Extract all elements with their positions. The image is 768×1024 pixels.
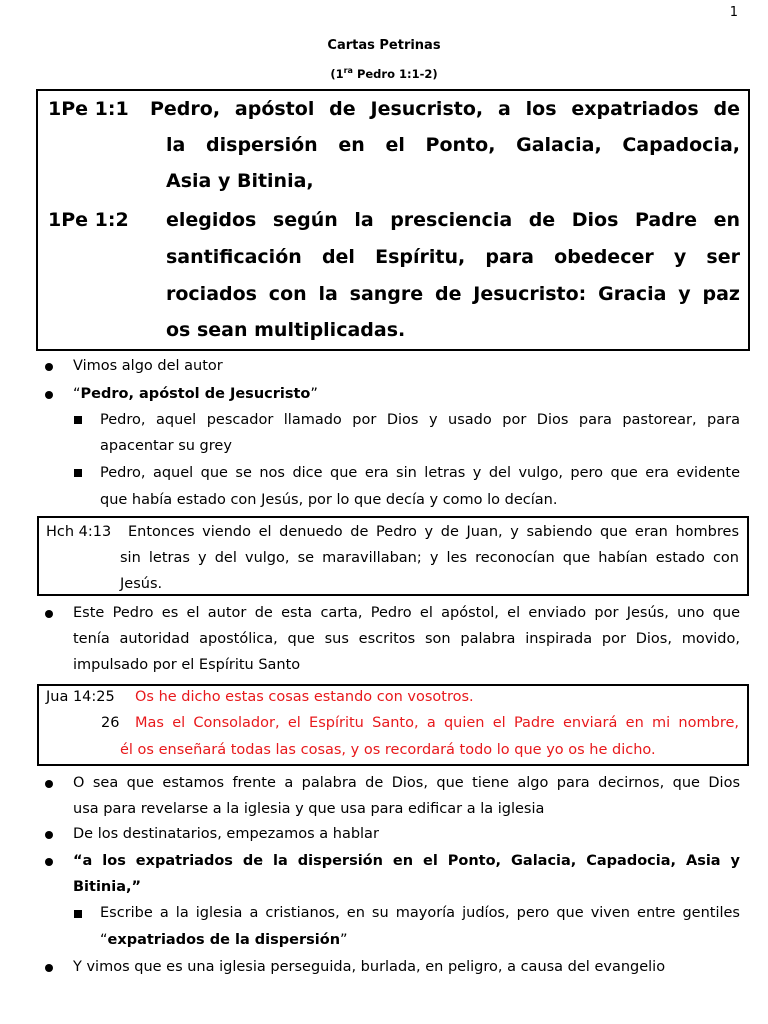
open-quote: “	[100, 932, 108, 948]
list-item-line: Bitinia,”	[73, 879, 142, 895]
list-item-line: Este Pedro es el autor de esta carta, Pedro el apóstol, el enviado por Jesús, uno que	[73, 605, 740, 621]
bullet-icon	[45, 363, 53, 371]
list-item-line: O sea que estamos frente a palabra de Dios, que tiene algo para decirnos, que Dios	[73, 775, 740, 791]
close-quote: ”	[340, 932, 348, 948]
sub-list-item-line: Pedro, aquel que se nos dice que era sin letras y del vulgo, pero que era evidente	[100, 465, 740, 481]
square-bullet-icon	[74, 910, 82, 918]
verse-ref: 1Pe 1:1	[48, 98, 129, 120]
sub-list-item-line	[100, 927, 348, 954]
square-bullet-icon	[74, 469, 82, 477]
document-title: Cartas Petrinas	[327, 38, 441, 53]
subtitle-pre: (1	[330, 66, 344, 81]
sub-list-item-line: apacentar su grey	[100, 438, 232, 454]
open-quote: “	[73, 386, 81, 402]
emphasis: expatriados de la dispersión	[107, 932, 341, 948]
verse-line: Pedro, apóstol de Jesucristo, a los expatriados de	[150, 98, 740, 120]
quote-ref: Hch 4:13	[46, 524, 112, 540]
verse-ref: 1Pe 1:2	[48, 209, 129, 231]
bullet-icon	[45, 391, 53, 399]
main-passage-box	[36, 89, 750, 351]
quote-box-hch	[37, 516, 749, 596]
subtitle-sup: ra	[343, 66, 353, 75]
verse-line: elegidos según la presciencia de Dios Padre en	[166, 209, 740, 231]
verse-line: os sean multiplicadas.	[166, 319, 406, 341]
list-item-line: “a los expatriados de la dispersión en el Ponto, Galacia, Capadocia, Asia y	[73, 853, 740, 869]
list-item: De los destinatarios, empezamos a hablar	[73, 826, 379, 842]
sub-list-item-line: Escribe a la iglesia a cristianos, en su mayoría judíos, pero que viven entre gentiles	[100, 905, 740, 921]
verse-line: rociados con la sangre de Jesucristo: Gracia y paz	[166, 283, 740, 305]
quote-box-jua	[37, 684, 749, 766]
subtitle-post: Pedro 1:1-2)	[352, 66, 438, 81]
bullet-icon	[45, 858, 53, 866]
quote-line: él os enseñará todas las cosas, y os recordará todo lo que yo os he dicho.	[120, 742, 656, 758]
quote-line: Jesús.	[120, 576, 163, 592]
square-bullet-icon	[74, 416, 82, 424]
list-item-line: impulsado por el Espíritu Santo	[73, 657, 301, 673]
verse-line: la dispersión en el Ponto, Galacia, Capadocia,	[166, 134, 740, 156]
list-item-line: usa para revelarse a la iglesia y que usa para edificar a la iglesia	[73, 801, 545, 817]
sub-list-item-line: Pedro, aquel pescador llamado por Dios y usado por Dios para pastorear, para	[100, 412, 740, 428]
close-quote: ”	[310, 386, 318, 402]
page-number: 1	[729, 5, 738, 20]
quote-line: sin letras y del vulgo, se maravillaban; y les reconocían que habían estado con	[120, 550, 739, 566]
quote-line: Os he dicho estas cosas estando con vosotros.	[135, 689, 474, 705]
quote-line: Entonces viendo el denuedo de Pedro y de Juan, y sabiendo que eran hombres	[128, 524, 739, 540]
verse-line: Asia y Bitinia,	[166, 170, 314, 192]
bullet-icon	[45, 610, 53, 618]
list-item: Y vimos que es una iglesia perseguida, burlada, en peligro, a causa del evangelio	[73, 959, 666, 975]
bullet-icon	[45, 831, 53, 839]
bullet-icon	[45, 964, 53, 972]
emphasis: Pedro, apóstol de Jesucristo	[80, 386, 311, 402]
quote-ref: Jua 14:25	[46, 689, 115, 705]
list-item: Vimos algo del autor	[73, 358, 223, 374]
sub-list-item-line: que había estado con Jesús, por lo que decía y como lo decían.	[100, 492, 558, 508]
verse-number: 26	[101, 715, 120, 731]
verse-line: santificación del Espíritu, para obedecer y ser	[166, 246, 740, 268]
bullet-icon	[45, 780, 53, 788]
list-item	[73, 381, 318, 408]
quote-line: Mas el Consolador, el Espíritu Santo, a quien el Padre enviará en mi nombre,	[135, 715, 739, 731]
list-item-line: tenía autoridad apostólica, que sus escritos son palabra inspirada por Dios, movido,	[73, 631, 740, 647]
document-subtitle	[0, 66, 768, 81]
